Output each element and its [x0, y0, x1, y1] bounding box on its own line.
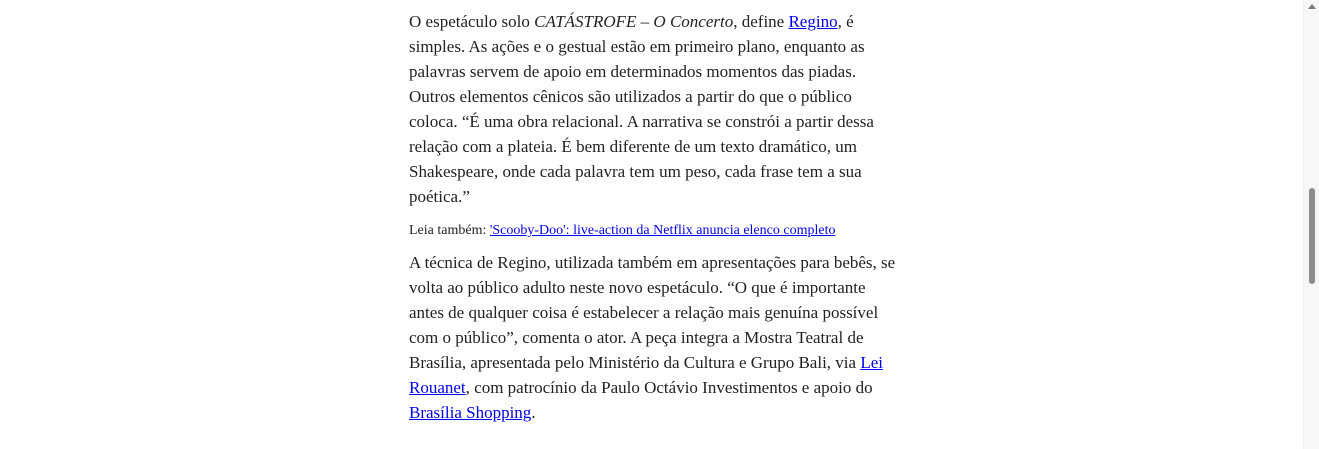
link-regino[interactable]: Regino [788, 12, 838, 31]
paragraph-text: . [531, 403, 536, 422]
link-lei-rouanet[interactable]: Lei Rouanet [409, 353, 883, 397]
scroll-up-arrow-icon[interactable] [1308, 4, 1316, 9]
read-also-link[interactable]: 'Scooby-Doo': live-action da Netflix anuncia elenco completo [489, 223, 836, 238]
paragraph-text: , define [733, 12, 789, 31]
vertical-scrollbar[interactable] [1303, 0, 1319, 449]
article-paragraph [409, 250, 901, 425]
article-paragraph [409, 9, 901, 209]
article-body [409, 9, 901, 425]
paragraph-text: , com patrocínio da Paulo Octávio Investimentos e apoio do [465, 378, 873, 397]
link-brasilia-shopping[interactable]: Brasília Shopping [409, 403, 532, 422]
paragraph-text: , é simples. As ações e o gestual estão em primeiro plano, enquanto as palavras servem de apoio em determinados momentos das piadas. Outros elementos cênicos são utilizados a partir do que o público coloca. “É uma obra relacional. A narrativa se constrói a partir dessa relação com a plateia. É bem diferente de um texto dramático, um Shakespeare, onde cada palavra tem um peso, cada frase tem a sua poética.” [409, 12, 874, 206]
paragraph-text: O espetáculo solo [409, 12, 535, 31]
scrollbar-thumb[interactable] [1309, 188, 1315, 284]
read-also-block [409, 221, 901, 241]
read-also-label: Leia também: [409, 223, 490, 238]
paragraph-text: A técnica de Regino, utilizada também em apresentações para bebês, se volta ao público adulto neste novo espetáculo. “O que é importante antes de qualquer coisa é estabelecer a relação mais genuína possível com o público”, comenta o ator. A peça integra a Mostra Teatral de Brasília, apresentada pelo Ministério da Cultura e Grupo Bali, via [409, 253, 896, 372]
show-title: CATÁSTROFE – O Concerto [534, 12, 734, 31]
